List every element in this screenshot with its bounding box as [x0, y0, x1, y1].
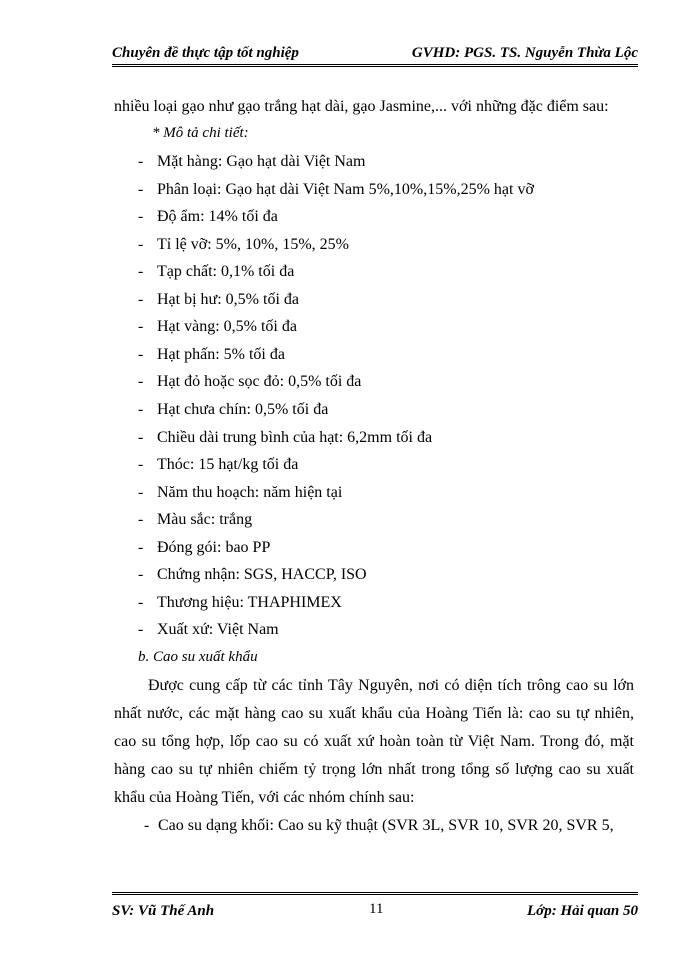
- page-header: [112, 36, 638, 67]
- bullet-dash: -: [138, 538, 144, 556]
- bullet-dash: -: [144, 817, 150, 834]
- bullet-dash: -: [138, 290, 144, 308]
- header-thesis-title: Chuyên đề thực tập tốt nghiệp: [112, 45, 299, 61]
- last-bullet-text: Cao su dạng khối: Cao su kỹ thuật (SVR 3L, SVR 10, SVR 20, SVR 5,: [158, 817, 614, 834]
- detail-text: Thóc: 15 hạt/kg tối đa: [157, 456, 299, 474]
- paragraph-line: cao su tổng hợp, lốp cao su có xuất xứ hoàn toàn từ Việt Nam. Trong đó, mặt: [114, 733, 634, 750]
- bullet-dash: -: [138, 483, 144, 501]
- bullet-dash: -: [138, 153, 144, 170]
- detail-text: Phân loại: Gạo hạt dài Việt Nam 5%,10%,15%,25% hạt vỡ: [157, 180, 534, 198]
- bullet-dash: -: [138, 400, 144, 418]
- detail-text: Hạt vàng: 0,5% tối đa: [157, 318, 297, 336]
- paragraph-line: khẩu của Hoàng Tiến, với các nhóm chính sau:: [114, 789, 415, 806]
- detail-text: Năm thu hoạch: năm hiện tại: [157, 483, 343, 501]
- bullet-dash: -: [138, 593, 144, 611]
- bullet-dash: -: [138, 263, 144, 281]
- page-number: 11: [369, 901, 384, 917]
- bullet-dash: -: [138, 235, 144, 253]
- detail-text: Xuất xứ: Việt Nam: [157, 621, 279, 639]
- detail-heading: * Mô tả chi tiết:: [152, 125, 249, 141]
- header-advisor: GVHD: PGS. TS. Nguyễn Thừa Lộc: [411, 45, 638, 61]
- detail-text: Tỉ lệ vỡ: 5%, 10%, 15%, 25%: [157, 235, 349, 253]
- bullet-dash: -: [138, 511, 144, 529]
- detail-text: Màu sắc: trắng: [157, 511, 253, 529]
- bullet-dash: -: [138, 208, 144, 226]
- bullet-dash: -: [138, 180, 144, 198]
- detail-text: Hạt đỏ hoặc sọc đỏ: 0,5% tối đa: [157, 373, 362, 391]
- detail-text: Tạp chất: 0,1% tối đa: [157, 263, 295, 281]
- paragraph-line: hàng cao su tự nhiên chiếm tỷ trọng lớn nhất trong tổng số lượng cao su xuất: [114, 761, 634, 778]
- bullet-dash: -: [138, 345, 144, 363]
- detail-text: Chiều dài trung bình của hạt: 6,2mm tối đa: [157, 428, 433, 446]
- intro-line: nhiều loại gạo như gạo trắng hạt dài, gạo Jasmine,... với những đặc điểm sau:: [114, 98, 609, 115]
- bullet-dash: -: [138, 456, 144, 474]
- bullet-dash: -: [138, 428, 144, 446]
- bullet-dash: -: [138, 566, 144, 584]
- detail-text: Thương hiệu: THAPHIMEX: [157, 593, 342, 611]
- bullet-dash: -: [138, 373, 144, 391]
- detail-text: Độ ẩm: 14% tối đa: [157, 208, 278, 226]
- paragraph-line: Được cung cấp từ các tỉnh Tây Nguyên, nơi có diện tích trông cao su lớn: [148, 677, 634, 694]
- footer-class: Lớp: Hải quan 50: [527, 903, 638, 919]
- detail-text: Mặt hàng: Gạo hạt dài Việt Nam: [157, 153, 366, 170]
- detail-text: Hạt bị hư: 0,5% tối đa: [157, 290, 299, 308]
- page-footer: [112, 892, 638, 925]
- detail-text: Hạt phấn: 5% tối đa: [157, 345, 285, 363]
- section-b-heading: b. Cao su xuất khẩu: [138, 649, 258, 665]
- bullet-dash: -: [138, 621, 144, 639]
- footer-student: SV: Vũ Thế Anh: [112, 903, 215, 919]
- detail-text: Đóng gói: bao PP: [157, 538, 271, 556]
- detail-text: Chứng nhận: SGS, HACCP, ISO: [157, 566, 367, 584]
- paragraph-line: nhất nước, các mặt hàng cao su xuất khẩu của Hoàng Tiến là: cao su tự nhiên,: [114, 705, 634, 722]
- bullet-dash: -: [138, 318, 144, 336]
- detail-text: Hạt chưa chín: 0,5% tối đa: [157, 400, 329, 418]
